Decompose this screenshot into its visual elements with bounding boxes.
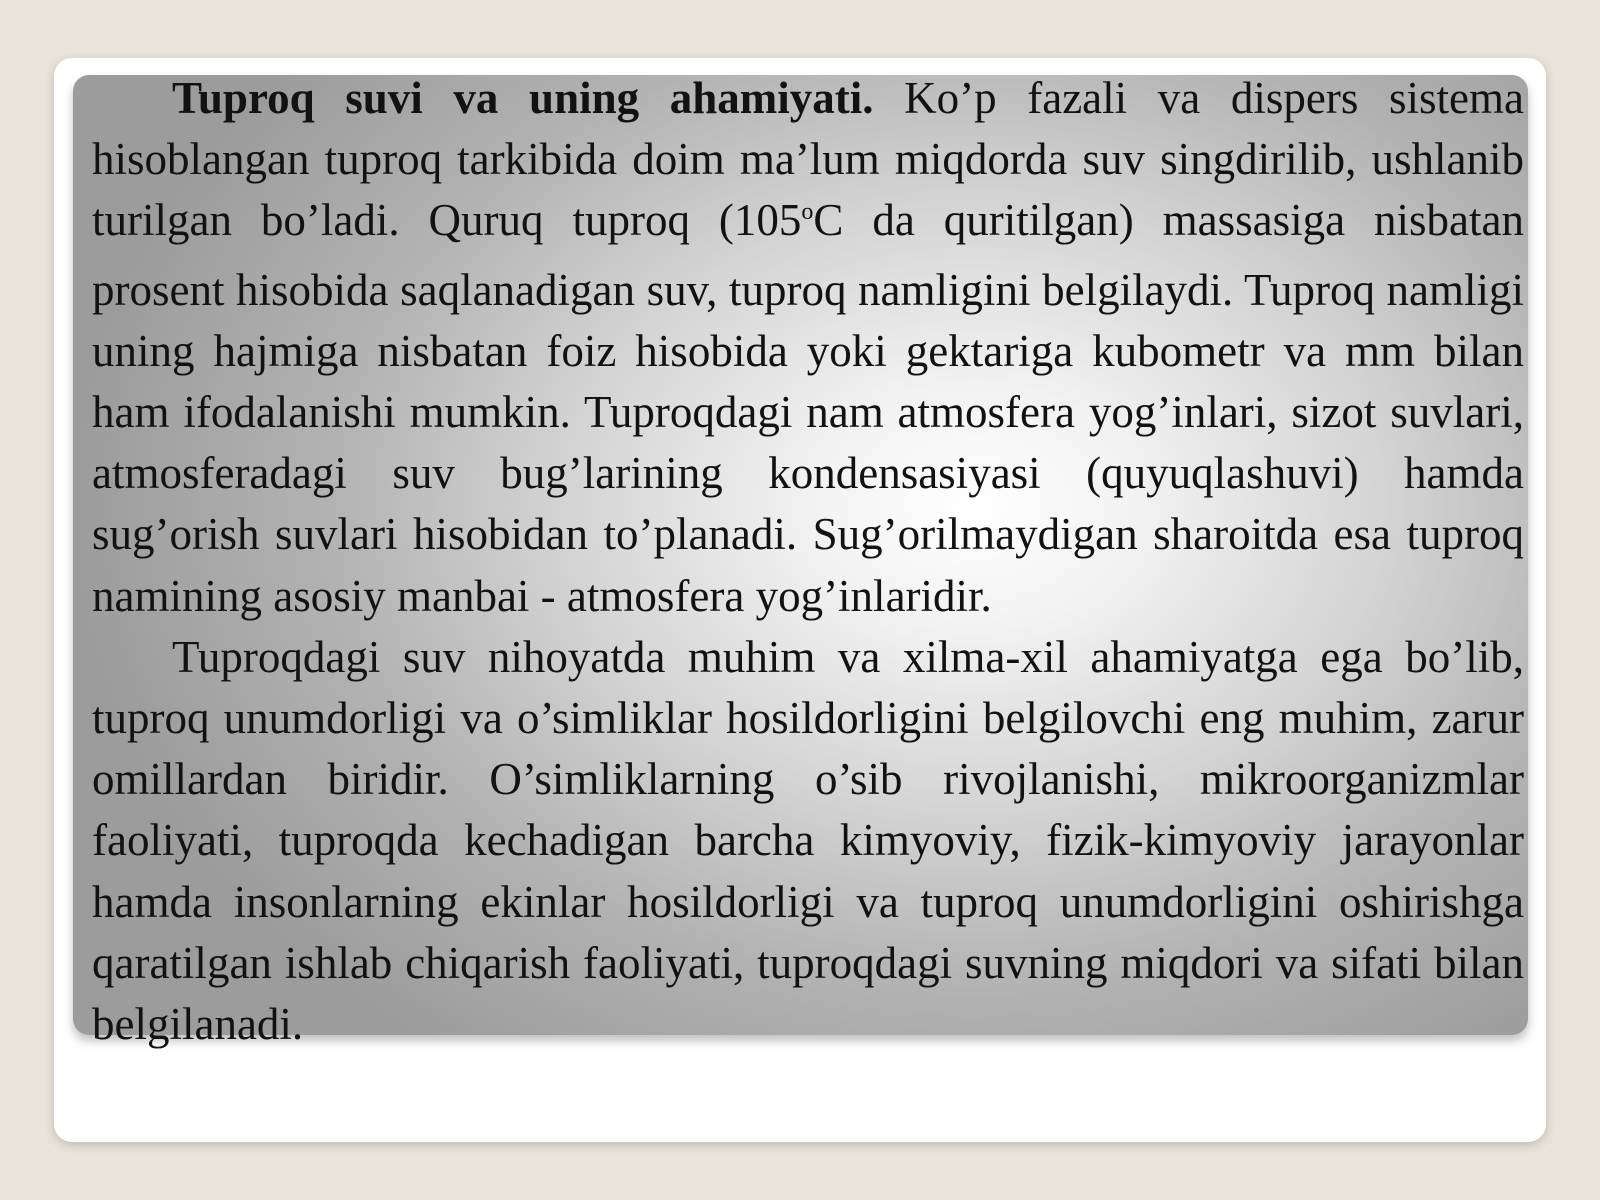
paragraph-2: Tuproqdagi suv nihoyatda muhim va xilma-xil ahamiyatga ega bo’lib, tuproq unumdorligi va o’simliklar hosildorligini belgilovchi eng muhim, zarur omillardan biridir. O’simliklarning o’sib rivojlanishi, mikroorganizmlar faoliyati, tuproqda kechadigan barcha kimyoviy, fizik-kimyoviy jarayonlar hamda insonlarning ekinlar hosildorligi va tuproq unumdorligini oshirishga qaratilgan ishlab chiqarish faoliyati, tuproqdagi suvning miqdori va sifati bilan belgilanadi.	[92, 631, 1524, 1050]
section-heading: Tuproq suvi va uning ahamiyati.	[172, 73, 874, 123]
paragraph-1	[92, 68, 1524, 627]
degree-superscript: o	[801, 199, 814, 226]
document-body	[92, 68, 1524, 1055]
paragraph-1-text-part2: C da quritilgan) massasiga nisbatan prosent hisobida saqlanadigan suv, tuproq namligini belgilaydi. Tuproq namligi uning hajmiga nisbatan foiz hisobida yoki gektariga kubometr va mm bilan ham ifodalanishi mumkin. Tuproqdagi nam atmosfera yog’inlari, sizot suvlari, atmosferadagi suv bug’larining kondensasiyasi (quyuqlashuvi) hamda sug’orish suvlari hisobidan to’planadi. Sug’orilmaydigan sharoitda esa tuproq namining asosiy manbai - atmosfera yog’inlaridir.	[92, 195, 1524, 621]
paragraph-1-text-part1: Ko’p fazali va dispers sistema hisoblangan tuproq tarkibida doim ma’lum miqdorda suv singdirilib, ushlanib turilgan bo’ladi. Quruq tuproq (105	[92, 73, 1524, 246]
